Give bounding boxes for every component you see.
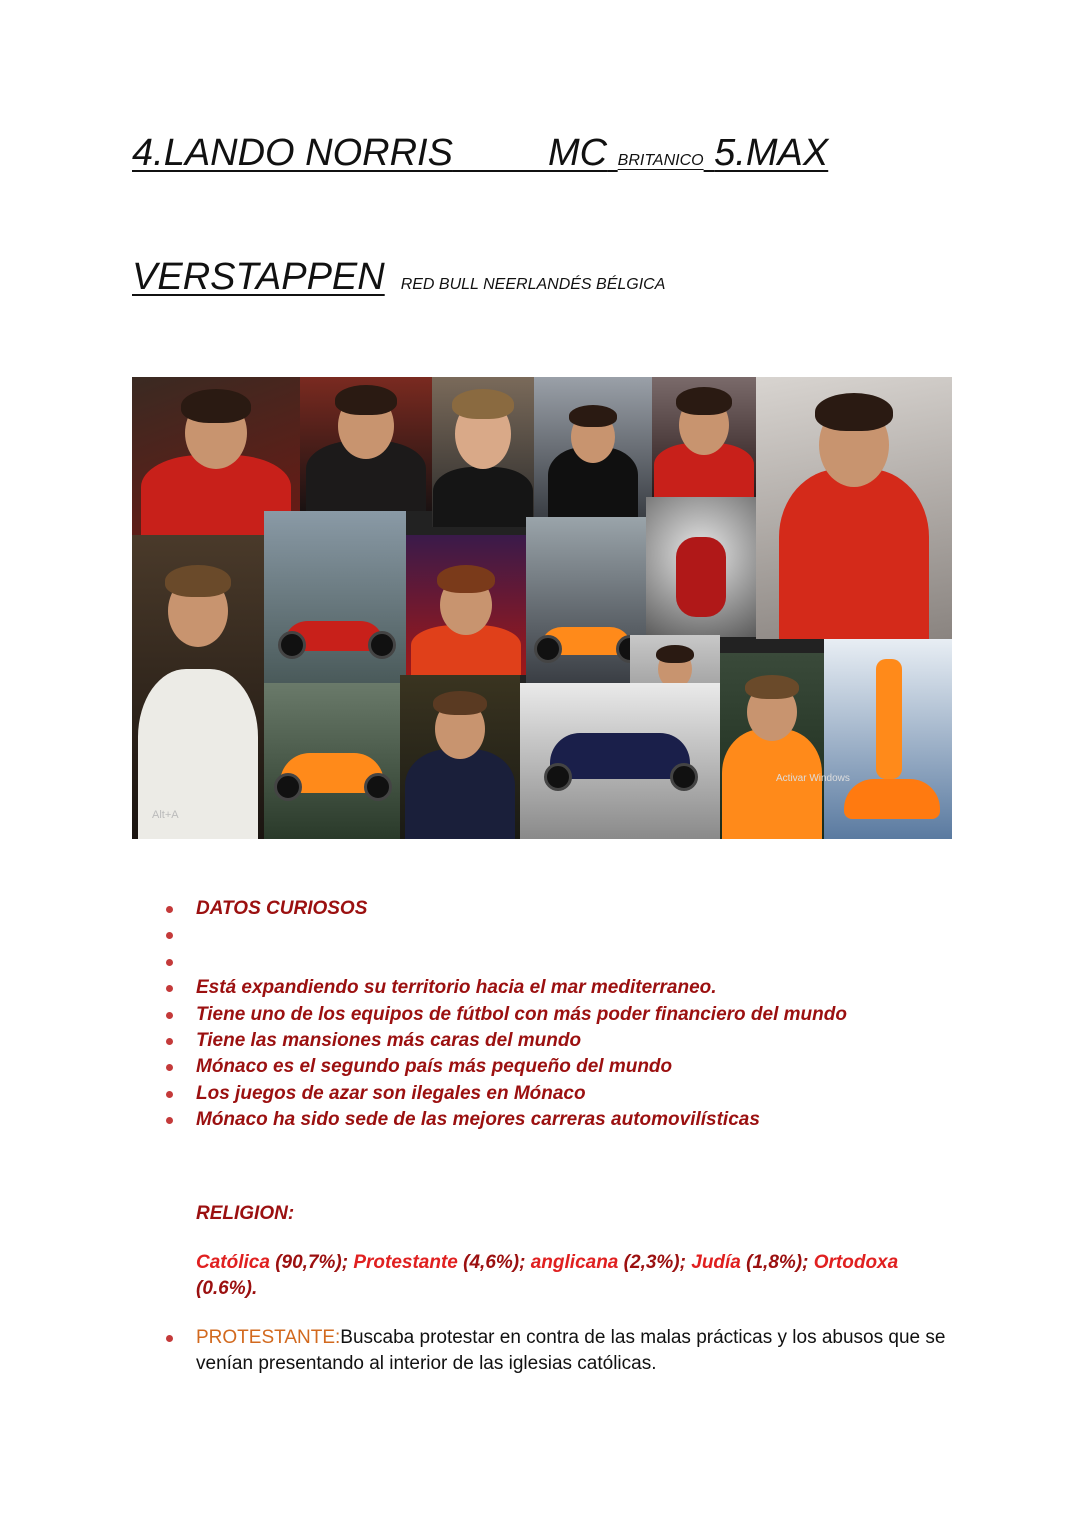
- religion-value: (2,3%);: [618, 1252, 692, 1273]
- list-item: Mónaco es el segundo país más pequeño del mundo: [160, 1054, 847, 1080]
- heading-verstappen-details: RED BULL NEERLANDÉS BÉLGICA: [400, 276, 666, 293]
- collage-photo-driver-redbull: [400, 675, 520, 839]
- watermark-left: Alt+A: [152, 809, 179, 821]
- list-item: Tiene uno de los equipos de fútbol con más poder financiero del mundo: [160, 1002, 847, 1028]
- collage-photo-race-car-redbull: [520, 683, 720, 839]
- religion-name: Católica: [196, 1252, 270, 1273]
- religion-value: (1,8%);: [740, 1252, 814, 1273]
- datos-curiosos-list: [160, 896, 847, 1134]
- collage-photo-driver-black-1: [300, 377, 432, 511]
- religion-value: (90,7%);: [269, 1252, 354, 1273]
- collage-photo-driver-seated: [534, 377, 652, 517]
- collage-photo-driver-red-light: [406, 535, 526, 675]
- collage-photo-race-car-orange: [526, 517, 646, 683]
- heading-line-2: [132, 256, 665, 299]
- list-item: Está expandiendo su territorio hacia el mar mediterraneo.: [160, 975, 847, 1001]
- protestante-term: PROTESTANTE:: [196, 1327, 341, 1348]
- list-item: Tiene las mansiones más caras del mundo: [160, 1028, 847, 1054]
- collage-photo-driver-blonde: [432, 377, 534, 527]
- collage-photo-race-car-mclaren: [264, 683, 400, 839]
- list-item: DATOS CURIOSOS: [160, 896, 847, 922]
- religion-value: (0.6%).: [196, 1278, 258, 1300]
- heading-nationality: BRITANICO: [617, 152, 704, 169]
- collage-photo-race-car-red: [264, 511, 406, 683]
- list-item: [160, 949, 847, 975]
- heading-line-1: [132, 132, 828, 175]
- protestante-bullet: [160, 1325, 976, 1378]
- religion-title: RELIGION:: [196, 1203, 295, 1224]
- collage-photo-driver-podium: [824, 639, 952, 839]
- heading-verstappen: VERSTAPPEN: [132, 256, 385, 298]
- list-item: [160, 922, 847, 948]
- collage-photo-driver-white-shirt: [132, 535, 264, 839]
- religion-name: anglicana: [530, 1252, 619, 1273]
- list-item: Los juegos de azar son ilegales en Mónaco: [160, 1081, 847, 1107]
- heading-max: 5.MAX: [714, 132, 829, 174]
- photo-collage: [132, 377, 952, 839]
- watermark-right: Activar Windows: [776, 773, 850, 784]
- collage-photo-race-car-smoke: [646, 497, 756, 637]
- protestante-text: Buscaba protestar en contra de las malas prácticas y los abusos que se venían presentando al interior de las iglesias católicas.: [196, 1327, 946, 1375]
- religion-value: (4,6%);: [457, 1252, 531, 1273]
- religion-name: Protestante: [353, 1252, 458, 1273]
- religion-name: Judía: [691, 1252, 741, 1273]
- heading-lando: 4.LANDO NORRIS: [132, 132, 453, 174]
- collage-photo-driver-orange-suit: [720, 653, 850, 839]
- religion-breakdown: [196, 1250, 956, 1303]
- heading-team: MC: [548, 132, 608, 174]
- list-item: Mónaco ha sido sede de las mejores carreras automovilísticas: [160, 1107, 847, 1133]
- religion-name: Ortodoxa: [813, 1252, 899, 1273]
- collage-photo-driver-sunglasses: [652, 377, 756, 497]
- collage-photo-driver-waving: [756, 377, 952, 639]
